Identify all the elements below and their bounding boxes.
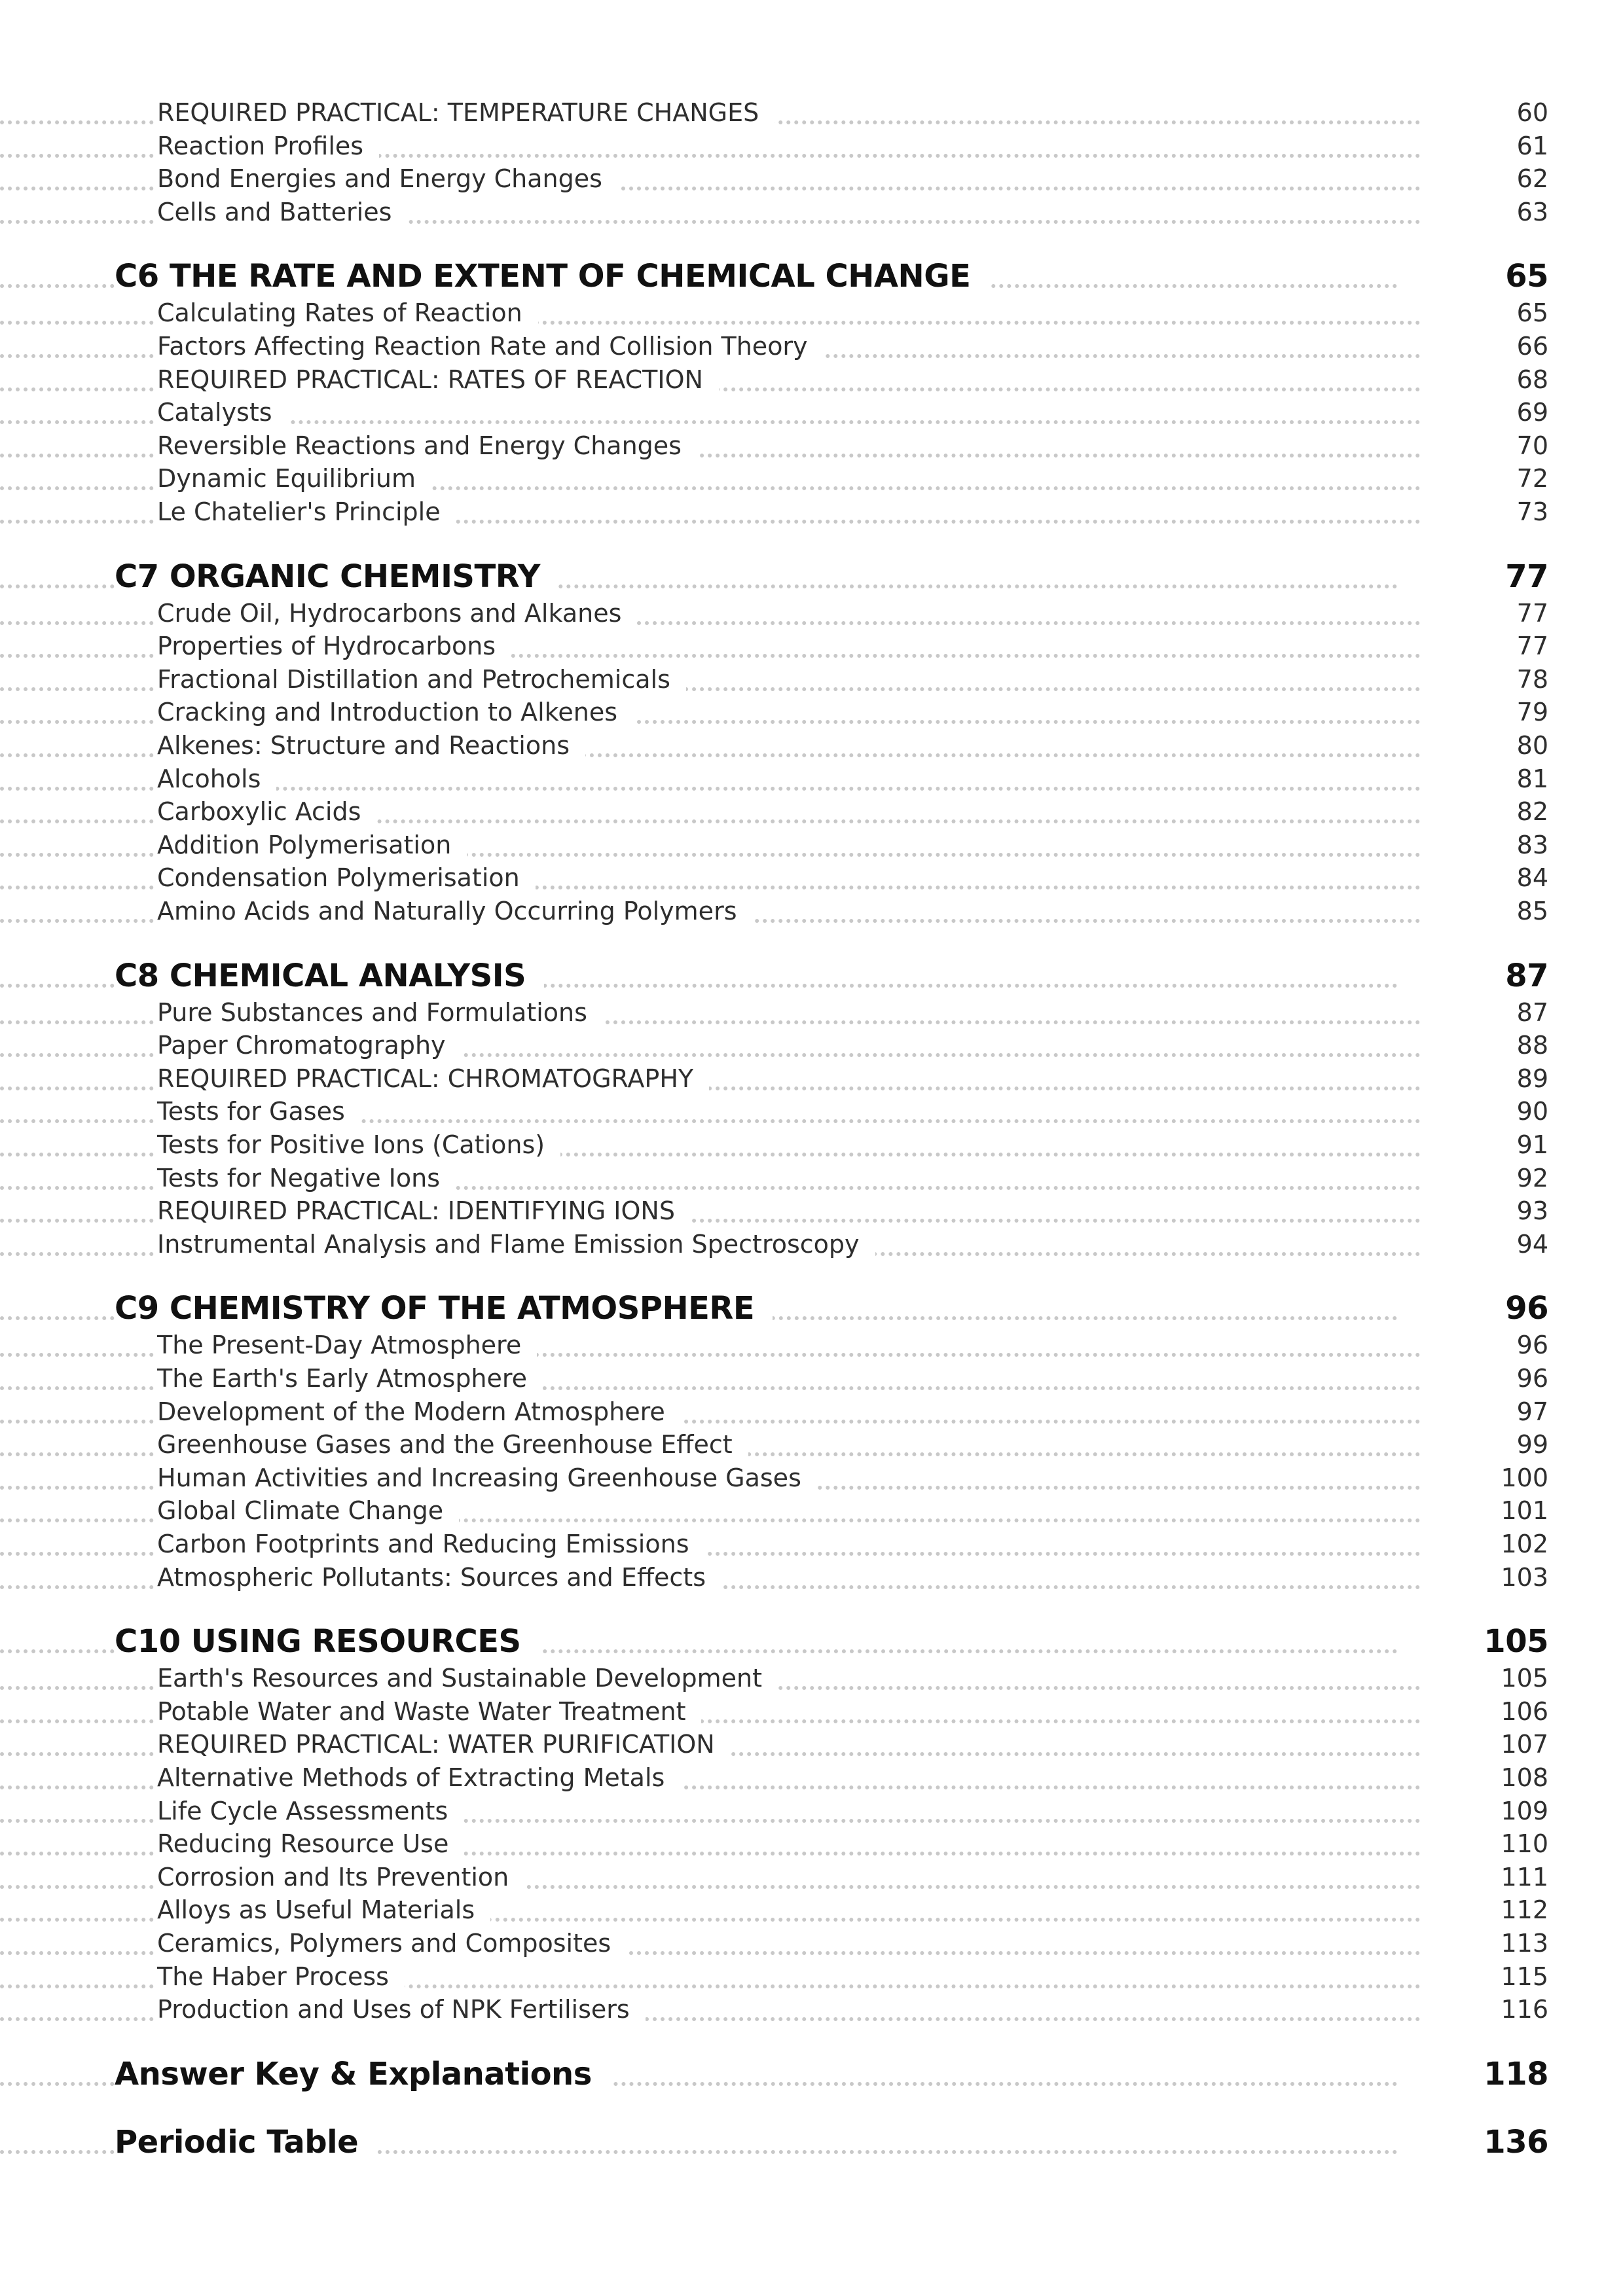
page-number: 108 [1501,1763,1548,1792]
title-text: Ceramics, Polymers and Composites [157,1929,627,1958]
toc-chapter-row[interactable] [0,2124,1548,2163]
title-text: Reducing Resource Use [157,1829,464,1858]
page-number: 87 [1516,997,1548,1027]
title-text: Answer Key & Explanations [115,2056,610,2092]
title-text: Properties of Hydrocarbons [157,632,511,660]
page-number: 105 [1501,1664,1548,1693]
title-text: Development of the Modern Atmosphere [157,1397,681,1426]
title-text: Calculating Rates of Reaction [157,298,538,327]
page-number: 118 [1484,2055,1548,2092]
title-text: Addition Polymerisation [157,831,467,859]
title-text: Cracking and Introduction to Alkenes [157,698,633,726]
toc-chapter-row[interactable] [0,1290,1548,1329]
page-number: 136 [1484,2123,1548,2161]
title-text: C8 CHEMICAL ANALYSIS [115,958,544,994]
page-number: 66 [1516,332,1548,361]
title-text: Bond Energies and Energy Changes [157,164,618,193]
page-number: 77 [1516,632,1548,661]
toc-chapter-row[interactable] [0,958,1548,997]
page-number: 109 [1501,1796,1548,1825]
page-number: 63 [1516,197,1548,226]
page-number: 73 [1516,497,1548,526]
title-text: Alternative Methods of Extracting Metals [157,1763,680,1792]
page-number: 62 [1516,164,1548,194]
page-number: 79 [1516,698,1548,727]
title-text: Paper Chromatography [157,1031,462,1060]
page-number: 111 [1501,1862,1548,1892]
title-text: Tests for Gases [157,1097,361,1126]
toc-entry-row[interactable] [0,897,1548,936]
title-text: Production and Uses of NPK Fertilisers [157,1995,646,2024]
title-text: Pure Substances and Formulations [157,998,603,1027]
title-text: Reversible Reactions and Energy Changes [157,431,697,460]
page-number: 96 [1516,1364,1548,1393]
title-text: The Earth's Early Atmosphere [157,1364,543,1393]
page-number: 72 [1516,464,1548,493]
toc-entry-row[interactable] [0,198,1548,237]
page-number: 77 [1516,598,1548,628]
title-text: Alcohols [157,764,276,793]
page-number: 116 [1501,1995,1548,2024]
page-number: 105 [1484,1623,1548,1660]
page-number: 112 [1501,1895,1548,1925]
title-text: Amino Acids and Naturally Occurring Polymers [157,897,753,925]
title-text: REQUIRED PRACTICAL: WATER PURIFICATION [157,1730,731,1759]
page-number: 107 [1501,1730,1548,1759]
title-text: Reaction Profiles [157,132,379,160]
page-number: 68 [1516,365,1548,394]
page-number: 70 [1516,431,1548,460]
page-number: 110 [1501,1829,1548,1859]
page-number: 90 [1516,1097,1548,1126]
page-number: 85 [1516,897,1548,925]
title-text: C10 USING RESOURCES [115,1623,539,1660]
page-number: 92 [1516,1163,1548,1193]
page-number: 87 [1505,957,1548,994]
title-text: Potable Water and Waste Water Treatment [157,1697,701,1726]
page-number: 78 [1516,664,1548,694]
toc-entry-row[interactable] [0,1995,1548,2034]
page-number: 96 [1505,1290,1548,1327]
title-text: REQUIRED PRACTICAL: TEMPERATURE CHANGES [157,98,775,127]
title-text: Fractional Distillation and Petrochemicals [157,665,686,694]
chapter-title [0,1623,539,1660]
chapter-title [0,958,544,994]
title-text: Human Activities and Increasing Greenhouse Gases [157,1463,817,1492]
page-number: 94 [1516,1229,1548,1259]
page-number: 84 [1516,863,1548,893]
title-text: C6 THE RATE AND EXTENT OF CHEMICAL CHANGE [115,258,989,295]
title-text: Alloys as Useful Materials [157,1895,490,1924]
title-text: Crude Oil, Hydrocarbons and Alkanes [157,599,637,628]
title-text: Life Cycle Assessments [157,1797,464,1825]
title-text: C9 CHEMISTRY OF THE ATMOSPHERE [115,1290,773,1327]
title-text: Atmospheric Pollutants: Sources and Effects [157,1563,721,1592]
title-text: Tests for Negative Ions [157,1164,456,1193]
page-number: 93 [1516,1196,1548,1226]
title-text: REQUIRED PRACTICAL: IDENTIFYING IONS [157,1196,691,1225]
toc-chapter-row[interactable] [0,258,1548,297]
page-number: 96 [1516,1331,1548,1360]
toc-entry-row[interactable] [0,1563,1548,1602]
page-number: 97 [1516,1397,1548,1426]
title-text: Tests for Positive Ions (Cations) [157,1130,560,1159]
page-number: 77 [1505,558,1548,595]
title-text: The Haber Process [157,1962,405,1991]
page-number: 101 [1501,1496,1548,1526]
title-text: REQUIRED PRACTICAL: RATES OF REACTION [157,365,719,394]
title-text: Dynamic Equilibrium [157,464,431,493]
page-number: 69 [1516,398,1548,427]
title-text: Cells and Batteries [157,198,407,226]
title-text: Periodic Table [115,2124,376,2161]
title-text: The Present-Day Atmosphere [157,1331,537,1359]
title-text: Carbon Footprints and Reducing Emissions [157,1530,705,1558]
title-text: Catalysts [157,398,288,427]
page-number: 65 [1516,298,1548,328]
title-text: Corrosion and Its Prevention [157,1863,524,1892]
chapter-title [0,1290,773,1327]
page-number: 81 [1516,764,1548,793]
title-text: Le Chatelier's Principle [157,497,456,526]
chapter-title [0,558,558,595]
page-number: 115 [1501,1962,1548,1991]
toc-chapter-row[interactable] [0,1623,1548,1662]
page-number: 113 [1501,1929,1548,1958]
title-text: C7 ORGANIC CHEMISTRY [115,558,558,595]
title-text: Global Climate Change [157,1496,459,1525]
page-number: 82 [1516,797,1548,827]
title-text: Factors Affecting Reaction Rate and Collision Theory [157,332,824,361]
page-number: 83 [1516,830,1548,859]
title-text: Carboxylic Acids [157,797,376,826]
page-number: 102 [1501,1530,1548,1558]
title-text: Instrumental Analysis and Flame Emission Spectroscopy [157,1230,875,1259]
page-number: 88 [1516,1031,1548,1060]
title-text: Condensation Polymerisation [157,863,536,892]
page-number: 100 [1501,1463,1548,1492]
page-number: 91 [1516,1130,1548,1159]
toc-chapter-row[interactable] [0,2056,1548,2095]
chapter-title [0,2056,610,2092]
page-number: 61 [1516,131,1548,160]
toc-entry-row[interactable] [0,1230,1548,1269]
chapter-title [0,2124,376,2161]
toc-entry-row[interactable] [0,497,1548,537]
page-number: 60 [1516,98,1548,127]
chapter-title [0,258,989,295]
title-text: REQUIRED PRACTICAL: CHROMATOGRAPHY [157,1064,709,1093]
toc-chapter-row[interactable] [0,558,1548,598]
page-number: 89 [1516,1064,1548,1093]
page-number: 65 [1505,258,1548,295]
title-text: Alkenes: Structure and Reactions [157,731,585,760]
page-number: 103 [1501,1562,1548,1592]
page-number: 99 [1516,1430,1548,1460]
page-number: 106 [1501,1696,1548,1726]
title-text: Earth's Resources and Sustainable Development [157,1664,778,1693]
title-text: Greenhouse Gases and the Greenhouse Effect [157,1430,748,1459]
page-number: 80 [1516,731,1548,760]
